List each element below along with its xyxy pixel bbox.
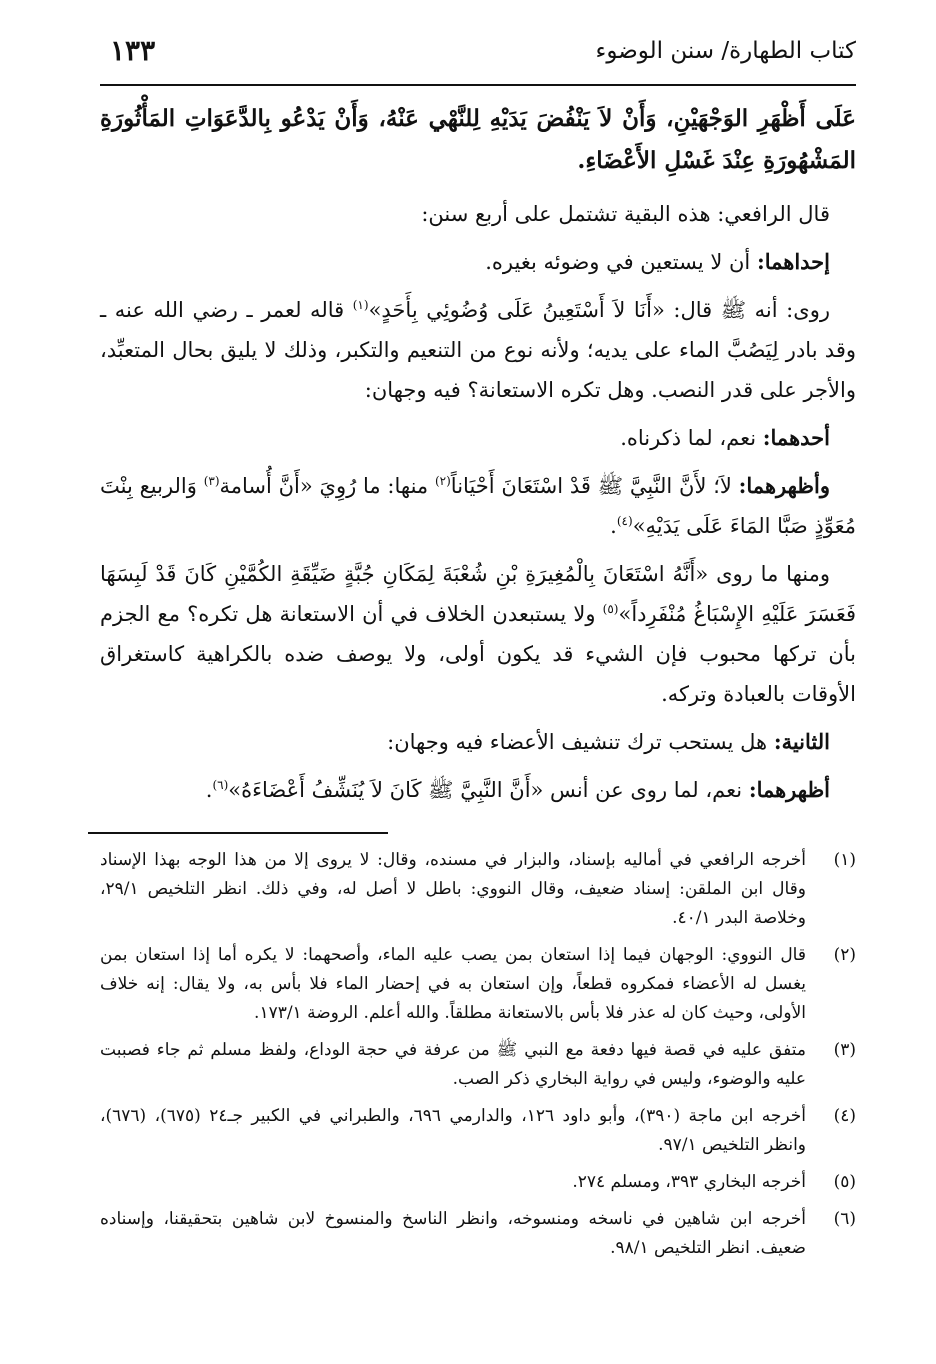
matn-text: عَلَى أَظْهَرِ الوَجْهَيْنِ، وَأَنْ لاَ يَنْفُضَ يَدَيْهِ لِلنَّهْي عَنْهُ، وَأَنْ يَدْعُو بِالدَّعَوَاتِ المَأْثُورَةِ المَشْهُورَةِ عِنْدَ غَسْلِ الأَعْضَاءِ. [100,105,856,174]
footnote-number: (٥) [833,1172,856,1192]
footnote-text: أخرجه ابن ماجة (٣٩٠)، وأبو داود ١٢٦، والدارمي ٦٩٦، والطبراني في الكبير جـ٢٤ (٦٧٥)، (٦٧٦)، وانظر التلخيص ٩٧/١. [100,1106,806,1155]
wajh2-text-b: منها: ما رُوِيَ «أَنَّ أُسامة [219,474,429,498]
footnote-ref-4[interactable]: (٤) [616,514,633,528]
azhar-text: نعم، لما روى عن أنس «أَنَّ النَّبِيَّ ﷺ كَانَ لاَ يُنَشِّفُ أَعْضَاءَهُ» [228,778,743,802]
first-sunnah-paragraph [100,242,856,282]
azhar-end: . [205,778,213,802]
footnote-ref-2[interactable]: (٢) [434,474,451,488]
page-number: ١٣٣ [110,34,156,67]
intro-paragraph [100,194,856,234]
azhar-label: أظهرهما: [748,777,830,802]
footnote-3 [100,1036,856,1094]
footnote-ref-6[interactable]: (٦) [212,778,229,792]
footnote-divider [88,832,388,834]
footnote-text: أخرجه الرافعي في أماليه بإسناد، والبزار في مسنده، وقال: لا يروى إلا من هذا الوجه بهذا الإسناد وقال ابن الملقن: إسناد ضعيف، وقال النووي: باطل لا أصل له، وفي ذلك. انظر التلخيص ٢٩/١، وخلاصة البدر ٤٠/١. [100,850,806,928]
footnote-4 [100,1102,856,1160]
footnote-1 [100,846,856,933]
wajh2-text-c: وَالربيع بِنْتَ مُعَوِّذٍ صَبَّا المَاءَ عَلَى يَدَيْهِ» [100,474,856,538]
header-divider [100,84,856,86]
wajh2-label: وأظهرهما: [738,473,830,498]
footnote-ref-5[interactable]: (٥) [602,602,619,616]
second-sunnah-paragraph [100,722,856,762]
footnote-ref-3[interactable]: (٣) [203,474,220,488]
riwaya-text-a: روى: أنه ﷺ قال: «أَنَا لاَ أَسْتَعِينُ عَلَى وُضُوئِي بِأَحَدٍ» [368,298,830,322]
footnote-text: متفق عليه في قصة فيها دفعة مع النبي ﷺ من عرفة في حجة الوداع، ولفظ مسلم ثم جاء فصببت عليه والوضوء، وليس في رواية البخاري ذكر الصب. [100,1040,806,1089]
first-label: إحداهما: [756,249,830,274]
first-text: أن لا يستعين في وضوئه بغيره. [485,250,751,274]
footnote-number: (٦) [833,1209,856,1229]
wajh2-text-a: لاَ؛ لأَنَّ النَّبِيَّ ﷺ قَدْ اسْتَعَانَ أَحْيَاناً [450,474,732,498]
footnote-ref-1[interactable]: (١) [352,298,369,312]
wajh1-text: نعم، لما ذكرناه. [620,426,757,450]
footnote-number: (٣) [833,1040,856,1060]
azhar-paragraph [100,770,856,810]
minha-paragraph [100,554,856,714]
footnote-text: أخرجه ابن شاهين في ناسخه ومنسوخه، وانظر الناسخ والمنسوخ لابن شاهين بتحقيقنا، وإسناده ضعيف. انظر التلخيص ٩٨/١. [100,1209,806,1258]
second-label: الثانية: [773,729,830,754]
wajh2-end: . [610,514,617,538]
wajh2-paragraph [100,466,856,546]
footnote-number: (٢) [833,945,856,965]
running-header [100,28,856,84]
intro-text: قال الرافعي: هذه البقية تشتمل على أربع سنن: [421,202,830,226]
second-text: هل يستحب ترك تنشيف الأعضاء فيه وجهان: [387,730,768,754]
main-text [100,98,856,818]
book-title: كتاب الطهارة/ سنن الوضوء [595,38,856,64]
footnote-5 [100,1168,856,1197]
footnote-number: (٤) [833,1106,856,1126]
minha-text-b: ولا يستبعدن الخلاف في أن الاستعانة هل تكره؟ مع الجزم بأن تركها محبوب فإن الشيء قد يكون أولى، ولا يوصف ضده بالكراهية كاستغراق الأوقات بالعبادة وتركه. [100,602,856,706]
riwaya-text-b: قاله لعمر ـ رضي الله عنه ـ وقد بادر لِيَصُبَّ الماء على يديه؛ ولأنه نوع من التنعيم والتكبر، وذلك لا يليق بحال المتعبِّد، والأجر على قدر النصب. وهل تكره الاستعانة؟ فيه وجهان: [100,298,856,402]
wajh1-label: أحدهما: [762,425,830,450]
footnote-text: قال النووي: الوجهان فيما إذا استعان بمن يصب عليه الماء، وأصحهما: لا يكره أما إذا استعان بمن يغسل له الأعضاء فمكروه قطعاً، وإن استعان به في إحضار الماء فلا بأس به، ولا يقال: إنه خلاف الأولى، وحيث كان له عذر فلا بأس بالاستعانة مطلقاً. والله أعلم. الروضة ١٧٣/١. [100,945,806,1023]
footnotes [100,846,856,1271]
footnote-text: أخرجه البخاري ٣٩٣، ومسلم ٢٧٤. [572,1172,806,1192]
minha-text-a: ومنها ما روى «أَنَّهُ اسْتَعَانَ بِالْمُغِيرَةِ بْنِ شُعْبَةَ لِمَكَانِ جُبَّةٍ ضَيِّقَةِ الكُمَّيْنِ كَانَ قَدْ لَبِسَهَا فَعَسَرَ عَلَيْهِ الإِسْبَاغُ مُنْفَرِداً» [100,562,856,626]
footnote-number: (١) [833,850,856,870]
footnote-6 [100,1205,856,1263]
riwaya-paragraph [100,290,856,410]
footnote-2 [100,941,856,1028]
wajh1-paragraph [100,418,856,458]
